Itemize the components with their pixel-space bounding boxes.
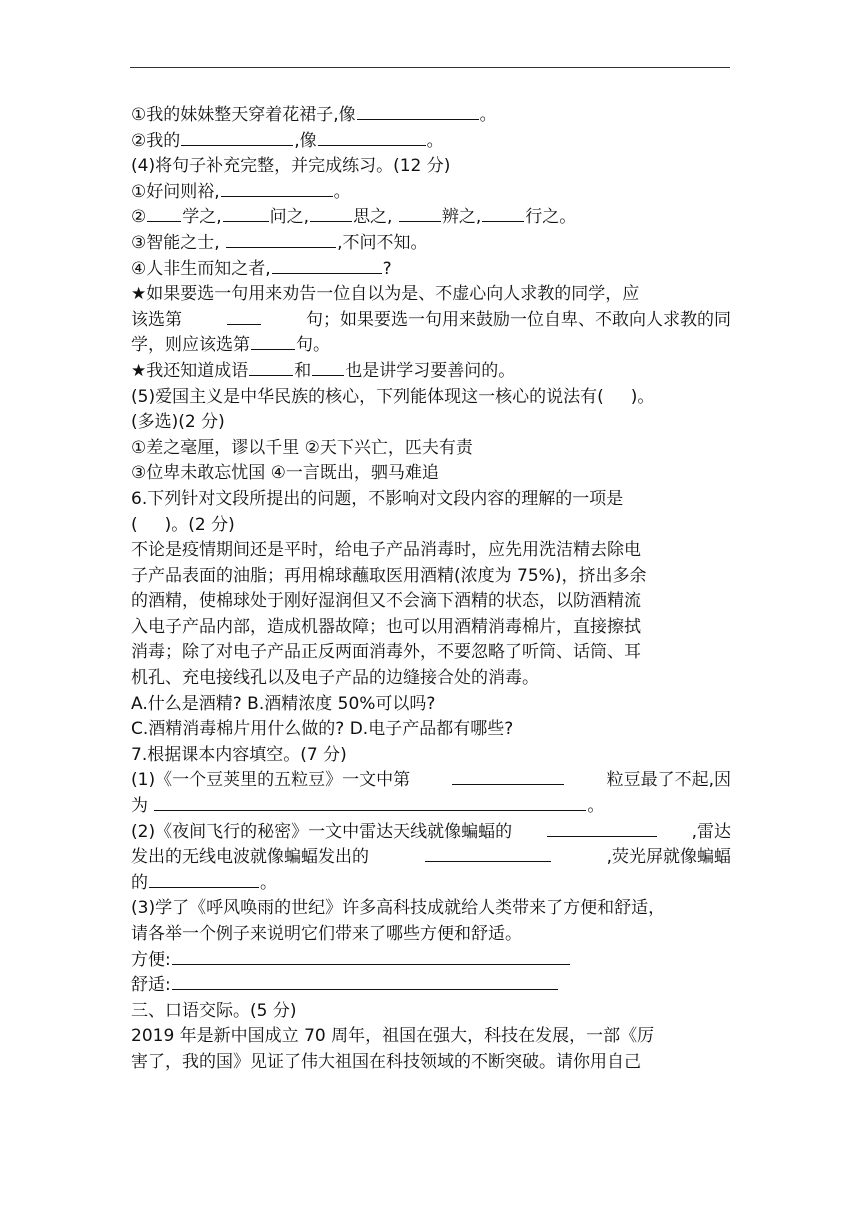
text-line bbox=[131, 129, 731, 155]
fill-in-blank[interactable] bbox=[399, 205, 441, 222]
line-text: 。 bbox=[587, 796, 605, 817]
line-text: ★我还知道成语 bbox=[131, 360, 249, 381]
line-text: 该选第 bbox=[131, 309, 182, 330]
line-text: 。 bbox=[260, 872, 277, 893]
line-text: ②我的 bbox=[131, 130, 181, 151]
fill-in-blank[interactable] bbox=[547, 820, 657, 837]
line-text: (4)将句子补充完整，并完成练习。(12 分) bbox=[131, 156, 451, 177]
text-line bbox=[131, 666, 731, 692]
line-text: ,像 bbox=[294, 130, 317, 151]
line-text: 学，则应该选第 bbox=[131, 335, 250, 356]
line-text: 的酒精，使棉球处于刚好湿润但又不会滴下酒精的状态，以防酒精流 bbox=[131, 591, 641, 612]
text-line bbox=[131, 487, 731, 513]
text-line bbox=[131, 308, 731, 334]
fill-in-blank[interactable] bbox=[172, 973, 558, 990]
fill-in-blank[interactable] bbox=[221, 180, 333, 197]
line-text: 入电子产品内部，造成机器故障；也可以用酒精消毒棉片，直接擦拭 bbox=[131, 616, 641, 637]
line-text: 发出的无线电波就像蝙蝠发出的 bbox=[131, 847, 369, 868]
line-text: 方便: bbox=[131, 949, 171, 970]
line-text: ② bbox=[131, 207, 147, 228]
text-line bbox=[131, 640, 731, 666]
text-line bbox=[131, 922, 731, 948]
line-text: ,荧光屏就像蝙蝠 bbox=[606, 847, 731, 868]
fill-in-blank[interactable] bbox=[357, 103, 479, 120]
line-text: ③位卑未敢忘忧国 ④一言既出，驷马难追 bbox=[131, 463, 439, 484]
fill-in-blank[interactable] bbox=[154, 794, 586, 811]
text-line bbox=[131, 717, 731, 743]
line-text: 思之, bbox=[353, 207, 398, 228]
fill-in-blank[interactable] bbox=[226, 231, 336, 248]
line-text: A.什么是酒精? B.酒精浓度 50%可以吗? bbox=[131, 693, 436, 714]
text-line bbox=[131, 282, 731, 308]
line-text: 。 bbox=[479, 105, 497, 125]
line-text: 。 bbox=[333, 181, 351, 202]
line-text: ①我的妹妹整天穿着花裙子,像 bbox=[131, 105, 356, 125]
fill-in-blank[interactable] bbox=[227, 308, 261, 325]
text-line bbox=[131, 231, 731, 257]
text-line bbox=[131, 845, 731, 871]
fill-in-blank[interactable] bbox=[312, 359, 344, 376]
line-text: 6.下列针对文段所提出的问题，不影响对文段内容的理解的一项是 bbox=[131, 488, 624, 509]
text-line bbox=[131, 359, 731, 385]
line-text: (多选)(2 分) bbox=[131, 412, 225, 433]
line-text: 7.根据课本内容填空。(7 分) bbox=[131, 744, 347, 765]
line-text: (5)爱国主义是中华民族的核心，下列能体现这一核心的说法有( )。 bbox=[131, 386, 655, 407]
fill-in-blank[interactable] bbox=[425, 845, 551, 862]
line-text: 机孔、充电接线孔以及电子产品的边缝接合处的消毒。 bbox=[131, 668, 539, 689]
text-line bbox=[131, 589, 731, 615]
fill-in-blank[interactable] bbox=[452, 768, 564, 785]
line-text: 2019 年是新中国成立 70 周年，祖国在强大，科技在发展，一部《厉 bbox=[131, 1026, 655, 1047]
text-line bbox=[131, 538, 731, 564]
line-text: 也是讲学习要善问的。 bbox=[345, 360, 516, 381]
fill-in-blank[interactable] bbox=[482, 205, 524, 222]
line-text: 三、口语交际。(5 分) bbox=[131, 1000, 297, 1021]
line-text: C.酒精消毒棉片用什么做的? D.电子产品都有哪些? bbox=[131, 719, 514, 740]
line-text: 辨之, bbox=[441, 207, 482, 228]
line-text: 子产品表面的油脂；再用棉球蘸取医用酒精(浓度为 75%)，挤出多余 bbox=[131, 565, 647, 586]
text-line bbox=[131, 205, 731, 231]
text-line bbox=[131, 385, 731, 411]
text-line bbox=[131, 973, 731, 999]
fill-in-blank[interactable] bbox=[249, 359, 293, 376]
text-line bbox=[131, 103, 731, 129]
text-line bbox=[131, 564, 731, 590]
line-text: 句；如果要选一句用来鼓励一位自卑、不敢向人求教的同 bbox=[306, 309, 731, 330]
text-line bbox=[131, 768, 731, 794]
header-rule bbox=[130, 67, 730, 68]
exam-page-body bbox=[131, 103, 731, 1076]
line-text: ( )。(2 分) bbox=[131, 514, 235, 535]
line-text: 舒适: bbox=[131, 975, 171, 996]
text-line bbox=[131, 1050, 731, 1076]
line-text: 害了，我的国》见证了伟大祖国在科技领域的不断突破。请你用自己 bbox=[131, 1051, 641, 1072]
line-text: 粒豆最了不起,因 bbox=[606, 770, 731, 791]
line-text: ④人非生而知之者, bbox=[131, 258, 271, 279]
text-line bbox=[131, 948, 731, 974]
text-line bbox=[131, 692, 731, 718]
text-line bbox=[131, 896, 731, 922]
fill-in-blank[interactable] bbox=[310, 205, 352, 222]
line-text: 问之, bbox=[269, 207, 310, 228]
text-line bbox=[131, 333, 731, 359]
text-line bbox=[131, 1024, 731, 1050]
line-text: ,不问不知。 bbox=[337, 232, 428, 253]
line-text: ? bbox=[382, 258, 392, 279]
line-text: ①好问则裕, bbox=[131, 181, 220, 202]
line-text: 和 bbox=[294, 360, 312, 381]
line-text: 不论是疫情期间还是平时，给电子产品消毒时，应先用洗洁精去除电 bbox=[131, 540, 641, 561]
line-text: 句。 bbox=[296, 335, 330, 356]
text-line bbox=[131, 436, 731, 462]
fill-in-blank[interactable] bbox=[172, 948, 570, 965]
fill-in-blank[interactable] bbox=[318, 129, 426, 146]
text-line bbox=[131, 794, 731, 820]
fill-in-blank[interactable] bbox=[223, 205, 269, 222]
line-text: (2)《夜间飞行的秘密》一文中雷达天线就像蝙蝠的 bbox=[131, 821, 513, 842]
fill-in-blank[interactable] bbox=[272, 257, 382, 274]
line-text: 的 bbox=[131, 872, 148, 893]
text-line bbox=[131, 154, 731, 180]
line-text: ,雷达 bbox=[691, 821, 731, 842]
fill-in-blank[interactable] bbox=[147, 205, 181, 222]
text-line bbox=[131, 999, 731, 1025]
fill-in-blank[interactable] bbox=[251, 333, 295, 350]
line-text: 。 bbox=[426, 130, 444, 151]
fill-in-blank[interactable] bbox=[181, 129, 293, 146]
text-line bbox=[131, 180, 731, 206]
line-text: (1)《一个豆荚里的五粒豆》一文中第 bbox=[131, 770, 411, 791]
line-text: 学之, bbox=[182, 207, 222, 228]
line-text: 请各举一个例子来说明它们带来了哪些方便和舒适。 bbox=[131, 924, 522, 944]
line-text: 行之。 bbox=[525, 207, 577, 228]
text-line bbox=[131, 257, 731, 283]
line-text: ★如果要选一句用来劝告一位自以为是、不虚心向人求教的同学，应 bbox=[131, 284, 640, 305]
text-line bbox=[131, 871, 731, 897]
line-text: 为 bbox=[131, 796, 154, 817]
line-text: 消毒；除了对电子产品正反两面消毒外，不要忽略了听筒、话筒、耳 bbox=[131, 642, 641, 663]
text-line bbox=[131, 461, 731, 487]
fill-in-blank[interactable] bbox=[149, 871, 259, 888]
text-line bbox=[131, 820, 731, 846]
text-line bbox=[131, 410, 731, 436]
line-text: ①差之毫厘，谬以千里 ②天下兴亡，匹夫有责 bbox=[131, 437, 473, 458]
text-line bbox=[131, 513, 731, 539]
text-line bbox=[131, 615, 731, 641]
text-line bbox=[131, 743, 731, 769]
line-text: (3)学了《呼风唤雨的世纪》许多高科技成就给人类带来了方便和舒适， bbox=[131, 898, 666, 919]
line-text: ③智能之士, bbox=[131, 232, 226, 253]
